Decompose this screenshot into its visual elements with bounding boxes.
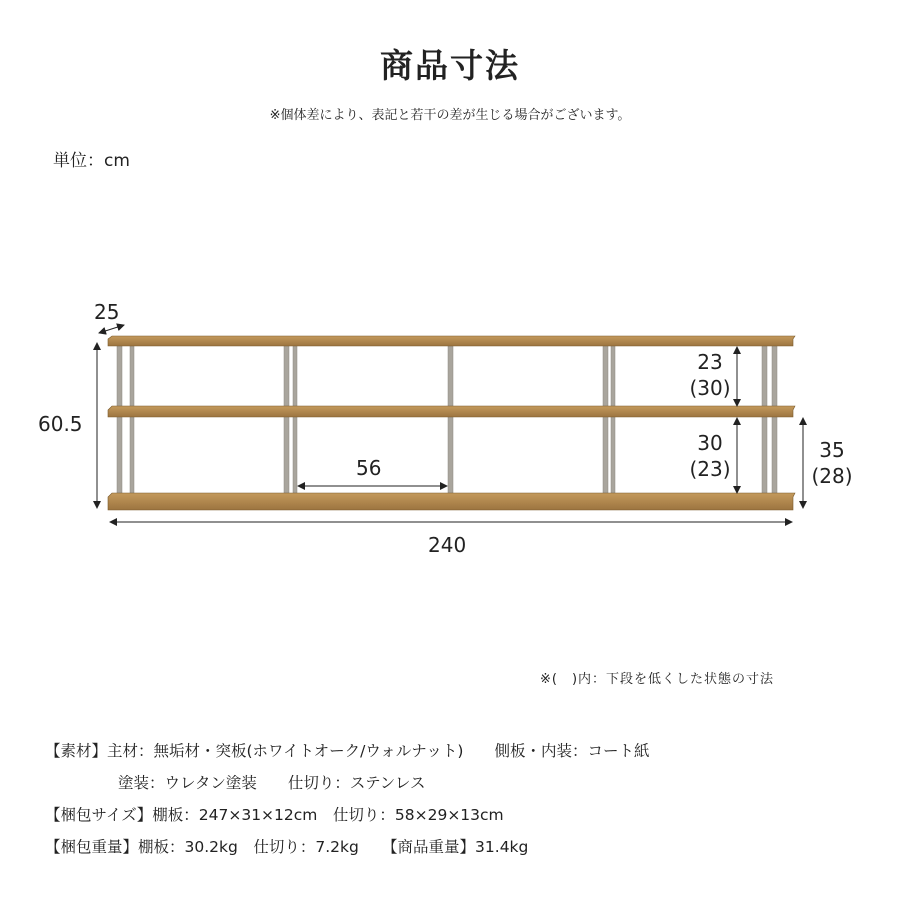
partition-post: [117, 345, 122, 500]
disclaimer-note: ※個体差により、表記と若干の差が生じる場合がございます。: [269, 108, 631, 123]
footnote: ※( )内：下段を低くした状態の寸法: [540, 672, 775, 687]
lower-gap-alt-value: (23): [689, 457, 731, 481]
partition-post: [762, 345, 767, 500]
depth-line: [99, 325, 124, 333]
height-label: 60.5: [38, 412, 83, 436]
upper-gap-alt-value: (30): [689, 376, 731, 400]
lower-gap-label: [682, 430, 738, 482]
partition-post: [603, 345, 608, 500]
lower-total-alt-value: (28): [811, 464, 853, 488]
middle-board: [108, 406, 795, 417]
upper-gap-label: [682, 349, 738, 401]
partition-post: [284, 345, 289, 500]
spec-weight: 【梱包重量】棚板：30.2kg 仕切り：7.2kg 【商品重量】31.4kg: [45, 838, 529, 856]
unit-label: 単位：cm: [53, 151, 130, 171]
inner-width-label: 56: [356, 456, 382, 480]
partition-post: [130, 345, 134, 500]
steel-partitions: [117, 345, 777, 500]
partition-post: [772, 345, 777, 500]
lower-total-value: 35: [819, 438, 845, 462]
partition-post: [611, 345, 615, 500]
spec-materials: 【素材】主材：無垢材・突板(ホワイトオーク/ウォルナット) 側板・内装：コート紙: [45, 742, 650, 760]
page-title: 商品寸法: [380, 46, 520, 85]
width-label: 240: [428, 533, 467, 557]
depth-label: 25: [94, 300, 120, 324]
lower-total-label: [804, 437, 860, 489]
lower-gap-value: 30: [697, 431, 723, 455]
upper-gap-value: 23: [697, 350, 723, 374]
top-board: [108, 336, 795, 346]
partition-post: [293, 345, 297, 500]
spec-package-size: 【梱包サイズ】棚板：247×31×12cm 仕切り：58×29×13cm: [45, 806, 504, 824]
bottom-board: [108, 493, 795, 510]
partition-post: [448, 345, 453, 500]
spec-finish: 塗装：ウレタン塗装 仕切り：ステンレス: [118, 774, 426, 792]
